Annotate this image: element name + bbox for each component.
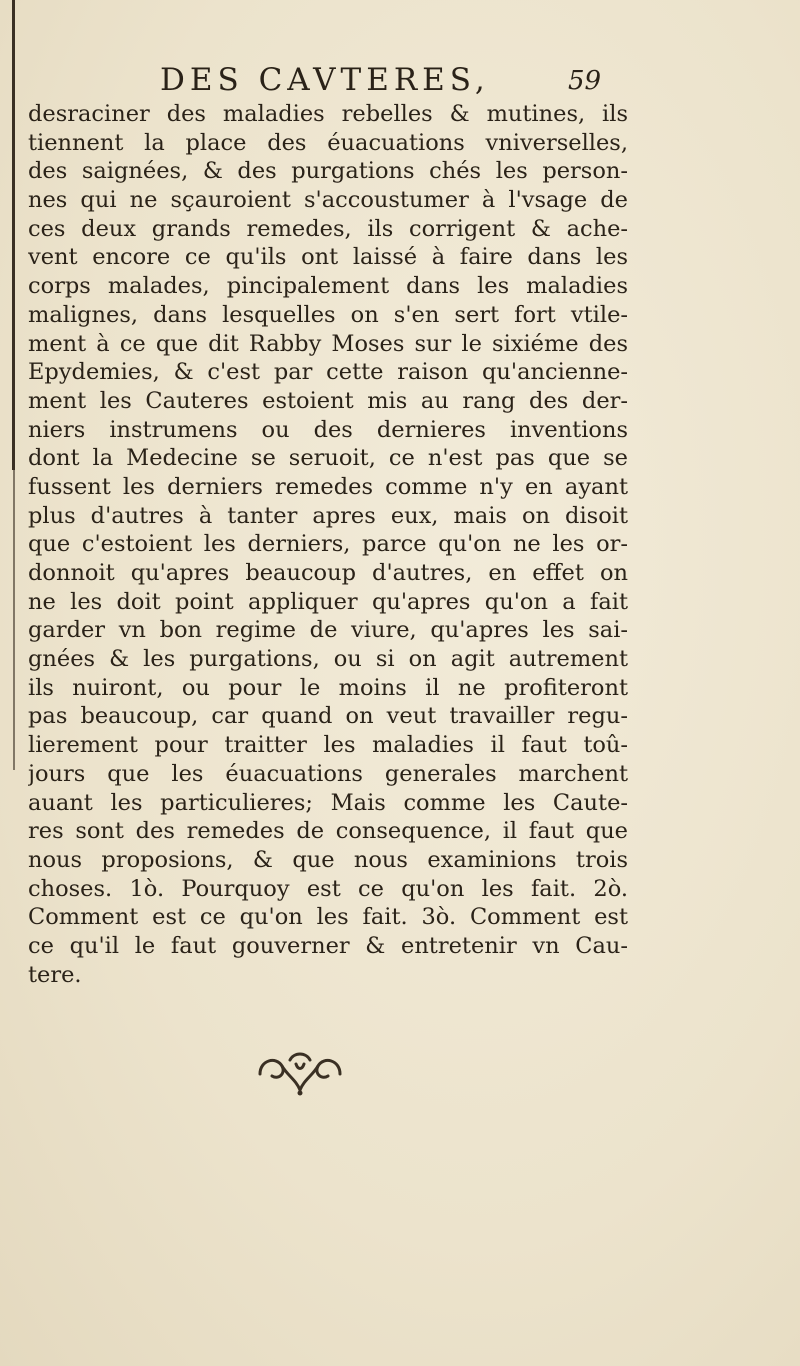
text-line: plus d'autres à tanter apres eux, mais on disoit — [28, 502, 628, 529]
page-number: 59 — [568, 66, 602, 96]
text-line: corps malades, pincipalement dans les maladies — [28, 273, 628, 300]
fleuron-ornament-icon — [252, 1046, 348, 1096]
text-line: ment à ce que dit Rabby Moses sur le sixiéme des — [28, 330, 628, 357]
body-text — [28, 100, 628, 989]
text-line: fussent les derniers remedes comme n'y en ayant — [28, 473, 628, 500]
text-line: ces deux grands remedes, ils corrigent & ache- — [28, 215, 628, 242]
text-line: choses. 1ò. Pourquoy est ce qu'on les fait. 2ò. — [28, 875, 628, 902]
text-line: niers instrumens ou des dernieres inventions — [28, 416, 628, 443]
text-line: tere. — [28, 961, 82, 988]
text-line: ne les doit point appliquer qu'apres qu'on a fait — [28, 588, 628, 615]
text-line: res sont des remedes de consequence, il faut que — [28, 818, 628, 845]
text-line: nes qui ne sçauroient s'accoustumer à l'vsage de — [28, 187, 628, 214]
running-head — [0, 60, 800, 104]
binding-edge-lower — [13, 470, 15, 770]
text-line: que c'estoient les derniers, parce qu'on ne les or- — [28, 531, 628, 558]
text-line: gnées & les purgations, ou si on agit autrement — [28, 646, 628, 673]
text-line: Epydemies, & c'est par cette raison qu'ancienne- — [28, 359, 628, 386]
text-line: ils nuiront, ou pour le moins il ne profiteront — [28, 674, 628, 701]
text-line: Comment est ce qu'on les fait. 3ò. Comment est — [28, 904, 628, 931]
text-line: auant les particulieres; Mais comme les Caute- — [28, 789, 628, 816]
text-line: desraciner des maladies rebelles & mutines, ils — [28, 101, 628, 127]
text-line: des saignées, & des purgations chés les person- — [28, 158, 628, 185]
text-line: jours que les éuacuations generales marchent — [28, 760, 628, 787]
text-line: garder vn bon regime de viure, qu'apres les sai- — [28, 617, 628, 644]
text-line: tiennent la place des éuacuations vniverselles, — [28, 129, 628, 156]
text-line: pas beaucoup, car quand on veut travailler regu- — [28, 703, 628, 730]
text-line: malignes, dans lesquelles on s'en sert fort vtile- — [28, 301, 628, 328]
text-line: nous proposions, & que nous examinions trois — [28, 846, 628, 873]
text-line: dont la Medecine se seruoit, ce n'est pas que se — [28, 445, 628, 472]
text-line: vent encore ce qu'ils ont laissé à faire dans les — [28, 244, 628, 271]
text-line: donnoit qu'apres beaucoup d'autres, en effet on — [28, 560, 628, 586]
text-line: ment les Cauteres estoient mis au rang des der- — [28, 387, 628, 414]
running-head-title: DES CAVTERES, — [160, 62, 490, 98]
text-line: ce qu'il le faut gouverner & entretenir vn Cau- — [28, 932, 628, 959]
text-line: lierement pour traitter les maladies il faut toû- — [28, 732, 628, 759]
